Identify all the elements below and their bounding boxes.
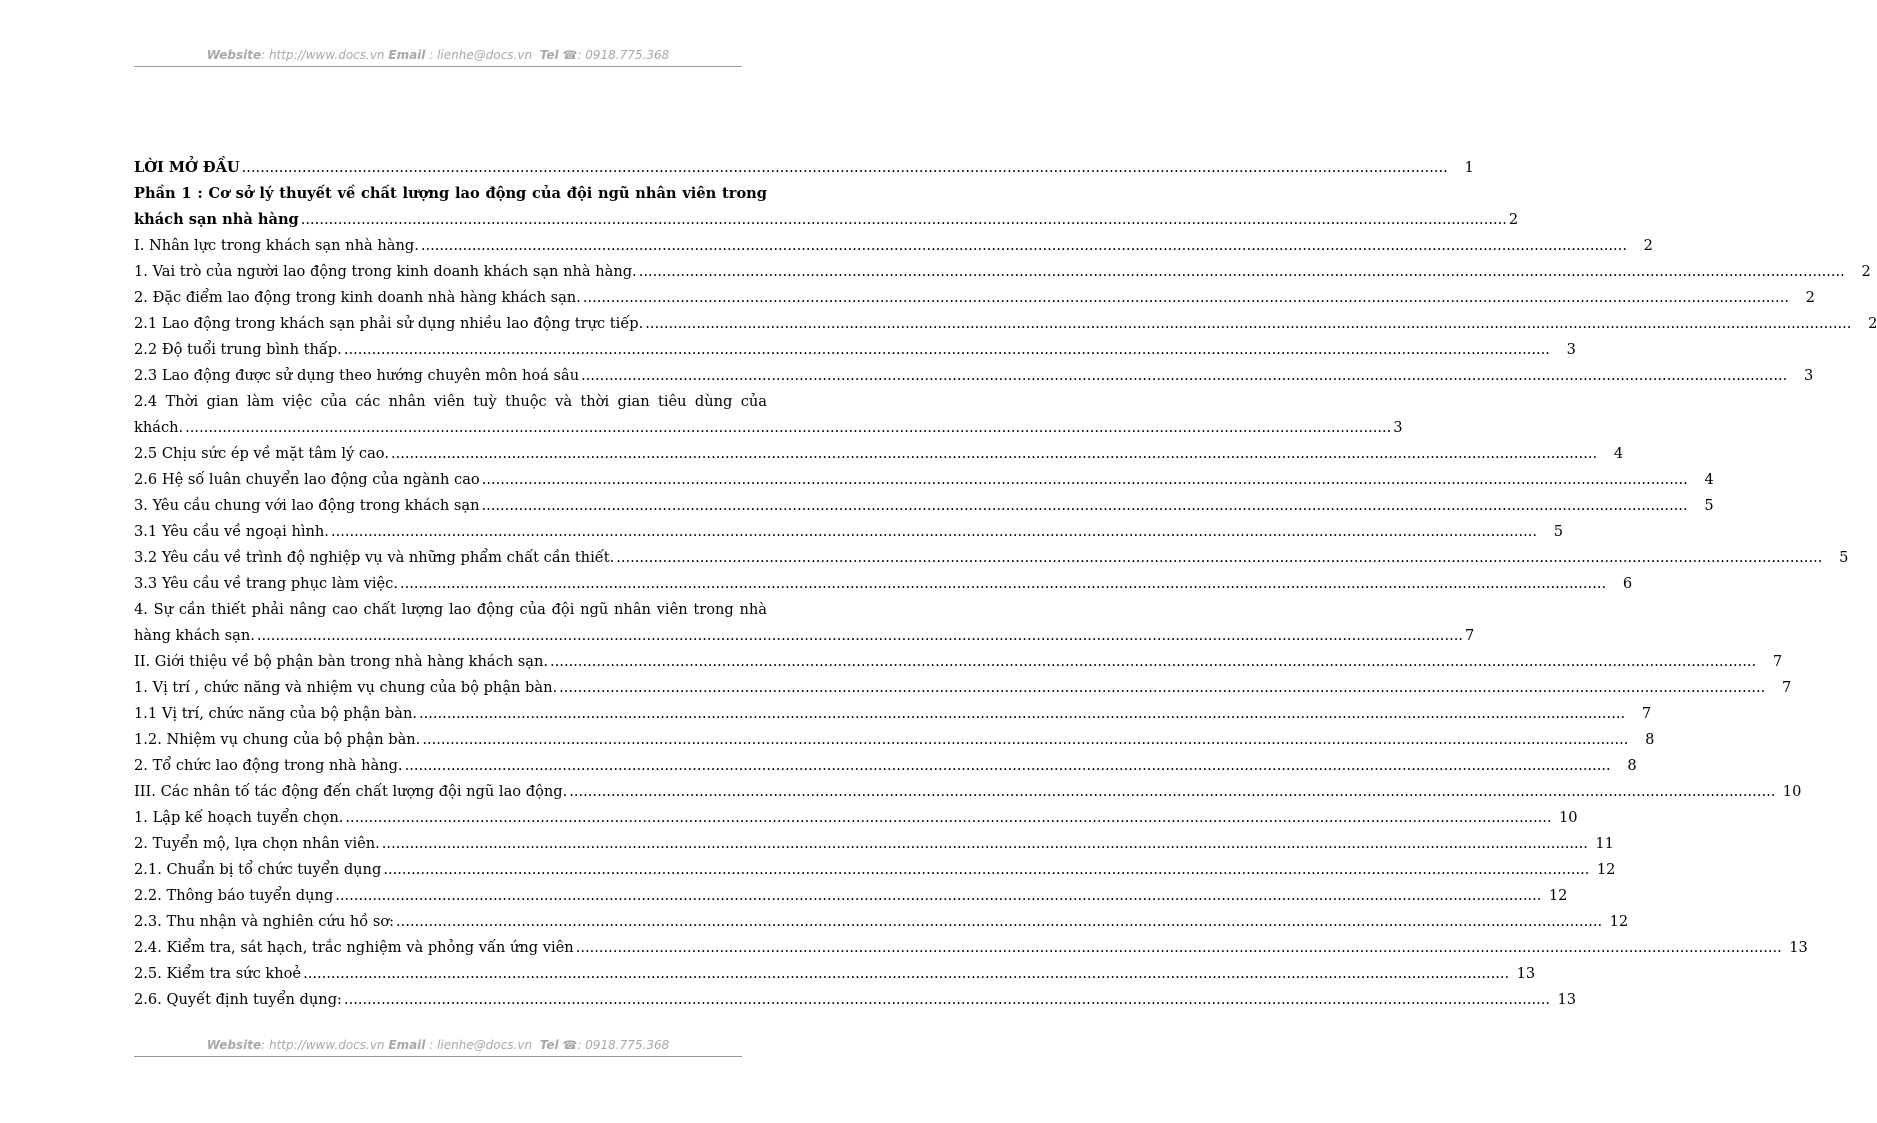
toc-entry[interactable] — [134, 753, 1637, 779]
toc-entry[interactable] — [134, 649, 1783, 675]
toc-entry-title-line1: Phần 1 : Cơ sở lý thuyết về chất lượng lao động của đội ngũ nhân viên trong — [134, 185, 767, 202]
header-divider — [134, 66, 742, 67]
table-of-contents — [134, 155, 1877, 1013]
toc-entry-title: 2. Tổ chức lao động trong nhà hàng. — [134, 757, 403, 774]
header-email-value[interactable]: : lienhe@docs.vn — [429, 48, 533, 62]
footer-divider — [134, 1056, 742, 1057]
toc-leader-dots — [639, 259, 1845, 285]
toc-leader-dots — [391, 441, 1597, 467]
toc-entry-page: 13 — [1516, 965, 1536, 982]
toc-entry[interactable] — [134, 259, 1871, 285]
footer-website-label: Website — [206, 1038, 262, 1052]
toc-leader-dots — [422, 727, 1628, 753]
toc-entry-page: 13 — [1557, 991, 1577, 1008]
header-tel-label: Tel — [539, 48, 559, 62]
toc-leader-dots — [550, 649, 1756, 675]
toc-entry-page: 2 — [1861, 263, 1871, 280]
toc-leader-dots — [382, 831, 1588, 857]
toc-entry-title: 2.3 Lao động được sử dụng theo hướng chuyên môn hoá sâu — [134, 367, 580, 384]
toc-leader-dots — [616, 545, 1822, 571]
toc-entry[interactable] — [134, 519, 1564, 545]
toc-entry-page: 10 — [1558, 809, 1578, 826]
footer-email-label: Email — [388, 1038, 426, 1052]
toc-entry[interactable] — [134, 701, 1652, 727]
toc-entry-title: 2.3. Thu nhận và nghiên cứu hồ sơ: — [134, 913, 395, 930]
toc-entry-page: 2 — [1508, 211, 1519, 228]
toc-entry[interactable] — [134, 285, 1815, 311]
toc-entry[interactable] — [134, 181, 1519, 233]
toc-leader-dots — [569, 779, 1775, 805]
phone-icon: ☎ — [562, 48, 578, 62]
toc-entry-title: 3.1 Yêu cầu về ngoại hình. — [134, 523, 329, 540]
toc-leader-dots — [303, 961, 1509, 987]
toc-entry-title: 1. Vai trò của người lao động trong kinh doanh khách sạn nhà hàng. — [134, 263, 637, 280]
toc-leader-dots — [482, 493, 1688, 519]
toc-entry-page: 4 — [1704, 471, 1714, 488]
toc-entry-title: I. Nhân lực trong khách sạn nhà hàng. — [134, 237, 419, 254]
toc-entry[interactable] — [134, 233, 1653, 259]
toc-entry-page: 13 — [1789, 939, 1808, 956]
toc-entry[interactable] — [134, 909, 1629, 935]
toc-entry-page: 8 — [1627, 757, 1637, 774]
toc-leader-dots — [344, 337, 1550, 363]
toc-entry-page: 7 — [1772, 653, 1783, 670]
toc-leader-dots — [421, 233, 1627, 259]
toc-entry-page: 12 — [1596, 861, 1616, 878]
toc-entry-page: 5 — [1704, 497, 1714, 514]
toc-entry-title: 2.5 Chịu sức ép về mặt tâm lý cao. — [134, 445, 389, 462]
toc-entry[interactable] — [134, 571, 1633, 597]
toc-entry-page: 3 — [1393, 419, 1403, 436]
toc-entry-title: II. Giới thiệu về bộ phận bàn trong nhà hàng khách sạn. — [134, 653, 549, 670]
toc-leader-dots — [400, 571, 1606, 597]
page-header — [134, 48, 742, 62]
toc-leader-dots — [331, 519, 1537, 545]
toc-entry-page: 3 — [1566, 341, 1576, 358]
toc-entry[interactable] — [134, 363, 1814, 389]
toc-entry-page: 6 — [1622, 575, 1633, 592]
toc-entry-title: 3. Yêu cầu chung với lao động trong khách sạn — [134, 497, 480, 514]
toc-leader-dots — [242, 155, 1448, 181]
toc-entry[interactable] — [134, 675, 1792, 701]
toc-entry[interactable] — [134, 311, 1877, 337]
footer-tel-value: : 0918.775.368 — [577, 1038, 670, 1052]
toc-entry-title: 2.4. Kiểm tra, sát hạch, trắc nghiệm và phỏng vấn ứng viên — [134, 939, 574, 956]
toc-leader-dots — [581, 363, 1787, 389]
toc-entry-page: 8 — [1645, 731, 1655, 748]
toc-entry[interactable] — [134, 467, 1714, 493]
toc-entry-title: III. Các nhân tố tác động đến chất lượng đội ngũ lao động. — [134, 783, 568, 800]
toc-leader-dots — [559, 675, 1765, 701]
toc-entry[interactable] — [134, 441, 1624, 467]
toc-entry-title: 1.1 Vị trí, chức năng của bộ phận bàn. — [134, 705, 417, 722]
toc-entry-page: 2 — [1643, 237, 1653, 254]
toc-entry-title: 2.6. Quyết định tuyển dụng: — [134, 991, 342, 1008]
toc-leader-dots — [301, 207, 1507, 233]
toc-entry-title-line1: 4. Sự cần thiết phải nâng cao chất lượng lao động của đội ngũ nhân viên trong nhà — [134, 601, 767, 618]
toc-entry[interactable] — [134, 545, 1849, 571]
toc-entry-page: 4 — [1613, 445, 1624, 462]
toc-entry[interactable] — [134, 727, 1655, 753]
toc-leader-dots — [645, 311, 1851, 337]
header-tel-value: : 0918.775.368 — [577, 48, 670, 62]
toc-entry-title: 2.2. Thông báo tuyển dụng — [134, 887, 334, 904]
toc-entry-title: 2.6 Hệ số luân chuyển lao động của ngành cao — [134, 471, 480, 488]
toc-leader-dots — [185, 415, 1391, 441]
toc-entry-title: 1.2. Nhiệm vụ chung của bộ phận bàn. — [134, 731, 421, 748]
toc-entry-title: 1. Lập kế hoạch tuyển chọn. — [134, 809, 344, 826]
toc-entry-page: 7 — [1641, 705, 1652, 722]
toc-entry-page: 3 — [1803, 367, 1814, 384]
toc-entry-title: 2. Tuyển mộ, lựa chọn nhân viên. — [134, 835, 380, 852]
toc-entry-page: 2 — [1805, 289, 1815, 306]
toc-leader-dots — [383, 857, 1589, 883]
toc-entry-page: 10 — [1782, 783, 1802, 800]
toc-entry-title: 2.1 Lao động trong khách sạn phải sử dụng nhiều lao động trực tiếp. — [134, 315, 644, 332]
toc-entry[interactable] — [134, 389, 1403, 441]
toc-entry[interactable] — [134, 831, 1614, 857]
toc-entry-page: 11 — [1595, 835, 1614, 852]
toc-entry-title: 2.2 Độ tuổi trung bình thấp. — [134, 341, 342, 358]
toc-entry-title-line2: khách. — [134, 419, 184, 436]
phone-icon: ☎ — [562, 1038, 578, 1052]
toc-entry-title: LỜI MỞ ĐẦU — [134, 159, 240, 176]
toc-entry[interactable] — [134, 805, 1578, 831]
toc-entry-title: 1. Vị trí , chức năng và nhiệm vụ chung của bộ phận bàn. — [134, 679, 558, 696]
toc-leader-dots — [257, 623, 1463, 649]
toc-leader-dots — [396, 909, 1602, 935]
header-website-value[interactable]: : http://www.docs.vn — [261, 48, 385, 62]
toc-entry[interactable] — [134, 493, 1714, 519]
toc-entry-page: 7 — [1465, 627, 1475, 644]
toc-entry[interactable] — [134, 597, 1475, 649]
toc-leader-dots — [576, 935, 1782, 961]
toc-entry[interactable] — [134, 779, 1802, 805]
toc-entry-title: 2.5. Kiểm tra sức khoẻ — [134, 965, 302, 982]
toc-entry-title: 2.1. Chuẩn bị tổ chức tuyển dụng — [134, 861, 382, 878]
toc-entry-page: 7 — [1781, 679, 1792, 696]
toc-entry[interactable] — [134, 961, 1536, 987]
toc-entry-page: 5 — [1839, 549, 1849, 566]
toc-entry-page: 1 — [1464, 159, 1474, 176]
toc-entry-title: 3.3 Yêu cầu về trang phục làm việc. — [134, 575, 398, 592]
toc-leader-dots — [583, 285, 1789, 311]
toc-leader-dots — [335, 883, 1541, 909]
toc-entry[interactable] — [134, 987, 1577, 1013]
toc-leader-dots — [405, 753, 1611, 779]
toc-entry[interactable] — [134, 883, 1568, 909]
footer-tel-label: Tel — [539, 1038, 559, 1052]
toc-entry[interactable] — [134, 935, 1808, 961]
header-email-label: Email — [388, 48, 426, 62]
toc-entry-page: 12 — [1548, 887, 1568, 904]
toc-entry-title-line2: hàng khách sạn. — [134, 627, 255, 644]
toc-entry[interactable] — [134, 337, 1576, 363]
footer-email-value[interactable]: : lienhe@docs.vn — [429, 1038, 533, 1052]
page-footer — [134, 1038, 742, 1052]
toc-leader-dots — [482, 467, 1688, 493]
toc-entry-title-line2: khách sạn nhà hàng — [134, 211, 299, 228]
toc-leader-dots — [419, 701, 1625, 727]
toc-entry[interactable] — [134, 155, 1474, 181]
toc-entry-title: 3.2 Yêu cầu về trình độ nghiệp vụ và những phẩm chất cần thiết. — [134, 549, 615, 566]
toc-entry-page: 2 — [1868, 315, 1877, 332]
toc-entry-page: 5 — [1553, 523, 1564, 540]
toc-leader-dots — [345, 805, 1551, 831]
footer-website-value[interactable]: : http://www.docs.vn — [261, 1038, 385, 1052]
toc-entry-title: 2. Đặc điểm lao động trong kinh doanh nhà hàng khách sạn. — [134, 289, 581, 306]
toc-leader-dots — [344, 987, 1550, 1013]
toc-entry[interactable] — [134, 857, 1616, 883]
header-website-label: Website — [206, 48, 262, 62]
toc-entry-title-line1: 2.4 Thời gian làm việc của các nhân viên tuỳ thuộc và thời gian tiêu dùng của — [134, 393, 767, 410]
toc-entry-page: 12 — [1609, 913, 1629, 930]
